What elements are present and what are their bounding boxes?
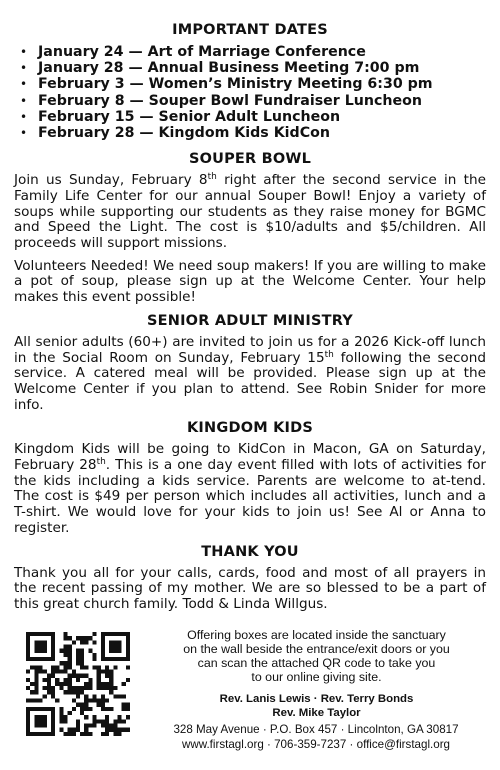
- important-dates-section: [14, 22, 486, 141]
- kingdom-kids-section: [14, 420, 486, 536]
- footer: [26, 628, 486, 758]
- senior-adult-paragraph: All senior adults (60+) are invited to join us for a 2026 Kick-off lunch in the Social Room on Sunday, February 15th following the second service. A catered meal will be provided. Please sign up at the Welcome Center if you plan to attend. See Robin Snider for more info.: [14, 333, 486, 413]
- contact-line: www.firstagl.org · 706-359-7237 · office@firstagl.org: [181, 737, 451, 751]
- offering-line: on the wall beside the entrance/exit doors or you: [183, 642, 450, 656]
- offering-line: can scan the attached QR code to take you: [197, 656, 436, 670]
- kingdom-kids-heading: KINGDOM KIDS: [186, 420, 314, 437]
- list-item: • January 28 — Annual Business Meeting 7:00 pm: [20, 60, 420, 77]
- contact-block: [126, 723, 500, 752]
- bullet-icon: •: [20, 45, 28, 59]
- souper-bowl-heading: SOUPER BOWL: [188, 151, 312, 168]
- list-item: • February 15 — Senior Adult Luncheon: [20, 108, 341, 125]
- important-dates-heading: IMPORTANT DATES: [172, 22, 328, 38]
- offering-line: to our online giving site.: [251, 670, 382, 684]
- bullet-icon: •: [20, 77, 28, 92]
- ministers-line: Rev. Mike Taylor: [272, 707, 361, 719]
- list-item: • February 3 — Women’s Ministry Meeting 6:30 pm: [20, 76, 433, 93]
- thank-you-paragraph: Thank you all for your calls, cards, food and most of all prayers in the recent passing of my mother. We are so blessed to be a part of this great church family. Todd & Linda Willgus.: [14, 564, 486, 612]
- offering-note: [144, 628, 489, 684]
- list-item: • February 28 — Kingdom Kids KidCon: [20, 125, 330, 142]
- ministers-line: Rev. Lanis Lewis · Rev. Terry Bonds: [219, 693, 414, 705]
- bullet-icon: •: [20, 126, 28, 141]
- qr-code-icon[interactable]: [26, 632, 130, 736]
- thank-you-section: [14, 544, 486, 613]
- senior-adult-section: [14, 313, 486, 414]
- kingdom-kids-paragraph: Kingdom Kids will be going to KidCon in Macon, GA on Saturday, February 28th. This is a one day event filled with lots of activities for the kids including a kids service. Parents are welcome to at-tend. The cost is $49 per person which includes all activities, lunch and a T-shirt. We would love for your kids to join us! See Al or Anna to register.: [14, 441, 486, 536]
- address-line: 328 May Avenue · P.O. Box 457 · Lincolnton, GA 30817: [173, 723, 459, 736]
- souper-bowl-volunteers-paragraph: Volunteers Needed! We need soup makers! If you are willing to make a pot of soup, please sign up at the Welcome Center. Your help makes this event possible!: [14, 257, 486, 306]
- souper-bowl-section: [14, 151, 486, 306]
- bullet-icon: •: [20, 93, 28, 108]
- ministers: [144, 692, 489, 720]
- important-dates-list: [20, 44, 486, 141]
- offering-line: Offering boxes are located inside the sanctuary: [187, 628, 446, 642]
- thank-you-heading: THANK YOU: [201, 543, 299, 560]
- bullet-icon: •: [20, 61, 28, 76]
- senior-adult-heading: SENIOR ADULT MINISTRY: [147, 312, 353, 329]
- list-item: • February 8 — Souper Bowl Fundraiser Luncheon: [20, 92, 422, 109]
- list-item: • January 24 — Art of Marriage Conference: [20, 44, 366, 60]
- souper-bowl-paragraph: Join us Sunday, February 8th right after the second service in the Family Life Center for our annual Souper Bowl! Enjoy a variety of soups while supporting our students as they raise money for BGMC and Speed the Light. The cost is $10/adults and $5/children. All proceeds will support missions.: [14, 172, 486, 252]
- bullet-icon: •: [20, 109, 28, 124]
